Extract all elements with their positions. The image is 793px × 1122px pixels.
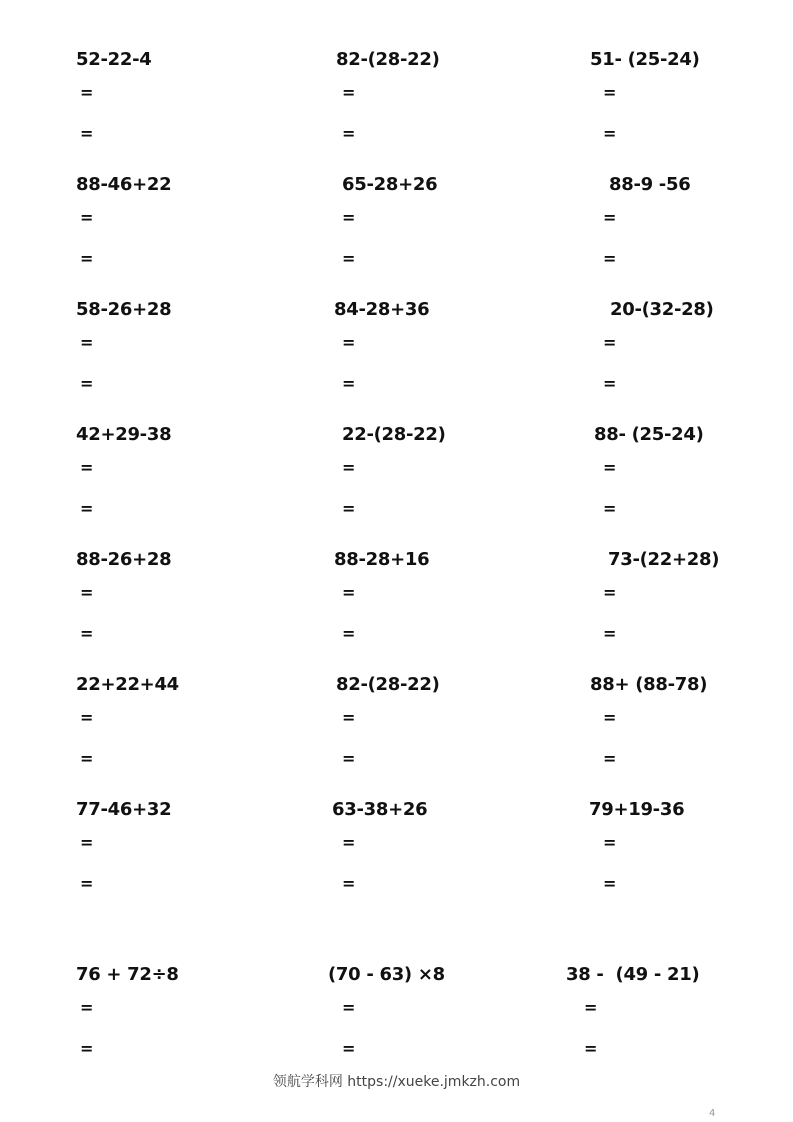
- problem-16: [76, 675, 296, 785]
- answer-line-2: =: [80, 499, 94, 518]
- problem-7: [76, 300, 296, 410]
- answer-line-1: =: [342, 458, 356, 477]
- problem-9: [603, 299, 793, 410]
- problem-21: [589, 800, 793, 910]
- answer-line-1: =: [603, 458, 617, 477]
- problem-expression: 88-9 -56: [609, 174, 691, 195]
- answer-line-2: =: [80, 374, 94, 393]
- problem-expression: 76 + 72÷8: [76, 964, 179, 985]
- problem-23: [328, 965, 548, 1075]
- answer-line-2: =: [342, 874, 356, 893]
- problem-expression: 73-(22+28): [608, 549, 720, 570]
- problem-expression: 88-26+28: [76, 549, 172, 570]
- problem-2: [336, 50, 556, 160]
- answer-line-2: =: [603, 124, 617, 143]
- problem-expression: 58-26+28: [76, 299, 172, 320]
- problem-4: [76, 175, 296, 285]
- answer-line-2: =: [603, 749, 617, 768]
- answer-line-2: =: [80, 624, 94, 643]
- answer-line-2: =: [342, 624, 356, 643]
- answer-line-1: =: [342, 208, 356, 227]
- answer-line-2: =: [342, 374, 356, 393]
- problem-expression: 22-(28-22): [342, 424, 446, 445]
- answer-line-1: =: [603, 708, 617, 727]
- problem-15: [603, 549, 793, 660]
- problem-20: [332, 800, 552, 910]
- answer-line-2: =: [342, 249, 356, 268]
- problem-1: [76, 50, 296, 160]
- answer-line-1: =: [80, 583, 94, 602]
- problem-14: [334, 550, 554, 660]
- answer-line-1: =: [342, 708, 356, 727]
- answer-line-1: =: [342, 833, 356, 852]
- problem-expression: 20-(32-28): [610, 299, 714, 320]
- answer-line-2: =: [603, 499, 617, 518]
- answer-line-2: =: [80, 124, 94, 143]
- answer-line-1: =: [603, 83, 617, 102]
- problem-expression: 79+19-36: [589, 799, 685, 820]
- problem-17: [336, 675, 556, 785]
- problem-10: [76, 425, 296, 535]
- problem-22: [76, 965, 296, 1075]
- problem-18: [590, 675, 793, 785]
- answer-line-2: =: [80, 1039, 94, 1058]
- problem-expression: 84-28+36: [334, 299, 430, 320]
- answer-line-2: =: [603, 624, 617, 643]
- problem-expression: 63-38+26: [332, 799, 428, 820]
- problem-expression: 77-46+32: [76, 799, 172, 820]
- answer-line-2: =: [80, 249, 94, 268]
- problem-expression: 51- (25-24): [590, 49, 700, 70]
- problem-expression: 52-22-4: [76, 49, 152, 70]
- problem-5: [342, 175, 562, 285]
- answer-line-2: =: [342, 749, 356, 768]
- answer-line-1: =: [80, 83, 94, 102]
- problem-expression: 88- (25-24): [594, 424, 704, 445]
- answer-line-1: =: [80, 458, 94, 477]
- answer-line-1: =: [603, 208, 617, 227]
- answer-line-1: =: [603, 333, 617, 352]
- answer-line-1: =: [603, 583, 617, 602]
- answer-line-2: =: [80, 749, 94, 768]
- answer-line-2: =: [80, 874, 94, 893]
- problem-expression: 88-28+16: [334, 549, 430, 570]
- answer-line-1: =: [80, 998, 94, 1017]
- problem-19: [76, 800, 296, 910]
- footer-source-text: 领航学科网 https://xueke.jmkzh.com: [272, 1074, 521, 1090]
- answer-line-1: =: [80, 833, 94, 852]
- answer-line-1: =: [80, 708, 94, 727]
- problem-11: [342, 425, 562, 535]
- answer-line-2: =: [603, 374, 617, 393]
- problem-3: [590, 50, 793, 160]
- answer-line-2: =: [342, 1039, 356, 1058]
- answer-line-1: =: [342, 583, 356, 602]
- problem-6: [603, 174, 793, 285]
- answer-line-1: =: [342, 83, 356, 102]
- problem-24: [566, 965, 786, 1075]
- answer-line-2: =: [584, 1039, 598, 1058]
- answer-line-1: =: [80, 208, 94, 227]
- answer-line-2: =: [342, 499, 356, 518]
- problem-expression: 88+ (88-78): [590, 674, 708, 695]
- answer-line-1: =: [603, 833, 617, 852]
- answer-line-1: =: [342, 333, 356, 352]
- problem-12: [594, 425, 793, 535]
- answer-line-2: =: [603, 249, 617, 268]
- answer-line-2: =: [603, 874, 617, 893]
- problem-expression: 82-(28-22): [336, 674, 440, 695]
- answer-line-1: =: [342, 998, 356, 1017]
- page-number: 4: [709, 1108, 716, 1119]
- problem-expression: 42+29-38: [76, 424, 172, 445]
- problem-expression: 22+22+44: [76, 674, 179, 695]
- answer-line-2: =: [342, 124, 356, 143]
- answer-line-1: =: [80, 333, 94, 352]
- problem-expression: 65-28+26: [342, 174, 438, 195]
- problem-8: [334, 300, 554, 410]
- problem-expression: (70 - 63) ×8: [328, 964, 445, 985]
- problem-expression: 88-46+22: [76, 174, 172, 195]
- answer-line-1: =: [584, 998, 598, 1017]
- problem-13: [76, 550, 296, 660]
- problem-expression: 38 - (49 - 21): [566, 964, 700, 985]
- problem-expression: 82-(28-22): [336, 49, 440, 70]
